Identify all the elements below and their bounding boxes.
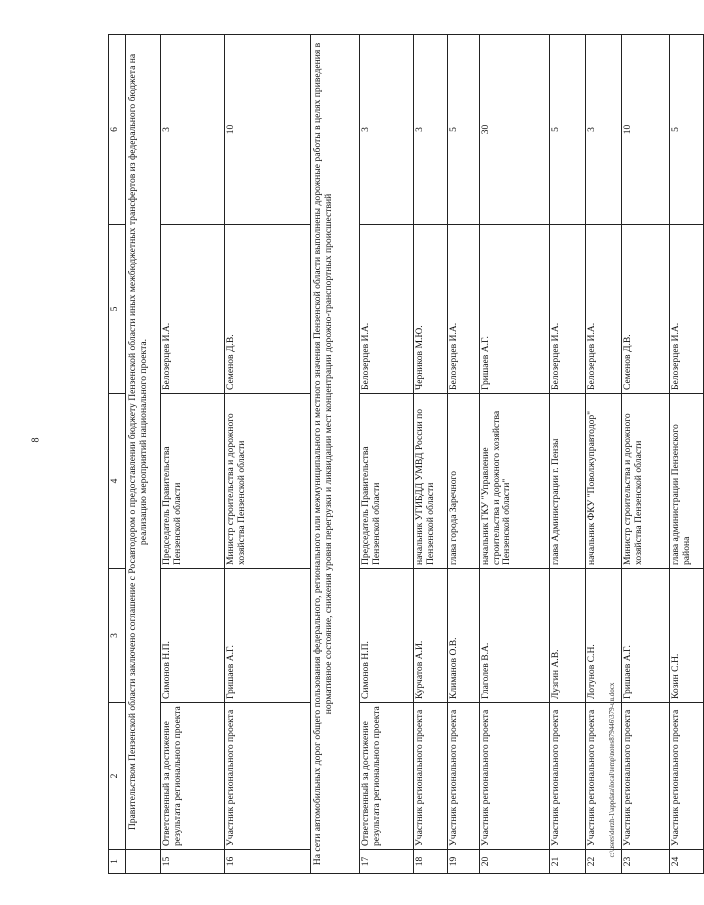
value-cell: 5 — [550, 35, 586, 225]
value-cell: 5 — [448, 35, 480, 225]
row-number: 24 — [670, 850, 704, 874]
value-cell: 3 — [414, 35, 448, 225]
position-cell: Министр строительства и дорожного хозяйства Пензенской области — [225, 394, 311, 569]
section-row — [126, 35, 161, 874]
file-path-footer: c:\users\derzh-1\appdata\local\temp\notes879446\379-uu.docx — [608, 682, 616, 858]
header-cell: 4 — [109, 394, 126, 569]
section-empty-cell — [126, 850, 161, 874]
name-cell: Козин С.Н. — [670, 569, 704, 703]
position-cell: Председатель Правительства Пензенской области — [161, 394, 225, 569]
value-cell: 5 — [670, 35, 704, 225]
role-cell: Участник регионального проекта — [622, 703, 670, 850]
name-cell: Лузгин А.В. — [550, 569, 586, 703]
value-cell: 10 — [622, 35, 670, 225]
table-row — [360, 35, 414, 874]
header-cell: 3 — [109, 569, 126, 703]
supervisor-cell: Белозерцев И.А. — [670, 225, 704, 394]
table-row — [670, 35, 704, 874]
supervisor-cell: Семенов Д.В. — [622, 225, 670, 394]
table-row — [622, 35, 670, 874]
role-cell: Участник регионального проекта — [670, 703, 704, 850]
value-cell: 3 — [586, 35, 622, 225]
name-cell: Гришаев А.Г. — [225, 569, 311, 703]
role-cell: Участник регионального проекта — [550, 703, 586, 850]
header-cell: 2 — [109, 703, 126, 850]
name-cell: Курчатов А.И. — [414, 569, 448, 703]
section-title: Правительством Пензенской области заключено соглашение с Росавтодором о предоставлении бюджету Пензенской области иных межбюджетных трансфертов из федерального бюджета на реализацию мероприятий национального проекта. — [126, 35, 161, 850]
table-row — [586, 35, 622, 874]
table-row — [414, 35, 448, 874]
name-cell: Симонов Н.П. — [161, 569, 225, 703]
row-number: 20 — [480, 850, 550, 874]
role-cell: Участник регионального проекта — [480, 703, 550, 850]
value-cell: 3 — [161, 35, 225, 225]
role-cell: Ответственный за достижение результата регионального проекта — [360, 703, 414, 850]
table-row — [480, 35, 550, 874]
supervisor-cell: Белозерцев И.А. — [161, 225, 225, 394]
position-cell: Председатель Правительства Пензенской области — [360, 394, 414, 569]
position-cell: начальник УГИБДД УМВД России по Пензенской области — [414, 394, 448, 569]
section-title: На сети автомобильных дорог общего пользования федерального, регионального или межмуниципального и местного значения Пензенской области выполнены дорожные работы в целях приведения в нормативное состояние, снижения уровня перегрузки и ликвидации мест концентрации дорожно-транспортных происшествий — [311, 35, 360, 874]
row-number: 18 — [414, 850, 448, 874]
row-number: 17 — [360, 850, 414, 874]
supervisor-cell: Белозерцев И.А. — [360, 225, 414, 394]
name-cell: Климанов О.В. — [448, 569, 480, 703]
header-row — [109, 35, 126, 874]
role-cell: Ответственный за достижение результата регионального проекта — [161, 703, 225, 850]
value-cell: 30 — [480, 35, 550, 225]
header-cell: 6 — [109, 35, 126, 225]
table-row — [161, 35, 225, 874]
value-cell: 10 — [225, 35, 311, 225]
name-cell: Симонов Н.П. — [360, 569, 414, 703]
position-cell: начальник ГКУ "Управление строительства и дорожного хозяйства Пензенской области" — [480, 394, 550, 569]
role-cell: Участник регионального проекта — [586, 703, 622, 850]
row-number: 15 — [161, 850, 225, 874]
page-number: 8 — [30, 437, 42, 443]
section-row — [311, 35, 360, 874]
header-cell: 1 — [109, 850, 126, 874]
role-cell: Участник регионального проекта — [448, 703, 480, 850]
position-cell: глава Администрации г. Пензы — [550, 394, 586, 569]
value-cell: 3 — [360, 35, 414, 225]
row-number: 22 — [586, 850, 622, 874]
name-cell: Гришаев А.Г. — [622, 569, 670, 703]
supervisor-cell: Белозерцев И.А. — [448, 225, 480, 394]
table-row — [448, 35, 480, 874]
position-cell: глава города Заречного — [448, 394, 480, 569]
supervisor-cell: Гришаев А.Г. — [480, 225, 550, 394]
row-number: 21 — [550, 850, 586, 874]
supervisor-cell: Семенов Д.В. — [225, 225, 311, 394]
header-cell: 5 — [109, 225, 126, 394]
position-cell: Министр строительства и дорожного хозяйства Пензенской области — [622, 394, 670, 569]
row-number: 23 — [622, 850, 670, 874]
row-number: 19 — [448, 850, 480, 874]
role-cell: Участник регионального проекта — [414, 703, 448, 850]
row-number: 16 — [225, 850, 311, 874]
table-row — [225, 35, 311, 874]
name-cell: Лотунов С.Н. — [586, 569, 622, 703]
role-cell: Участник регионального проекта — [225, 703, 311, 850]
name-cell: Глаголев В.А. — [480, 569, 550, 703]
position-cell: начальник ФКУ "Поволжуправтодор" — [586, 394, 622, 569]
position-cell: глава администрации Пензенского района — [670, 394, 704, 569]
supervisor-cell: Черников М.Ю. — [414, 225, 448, 394]
supervisor-cell: Белозерцев И.А. — [550, 225, 586, 394]
supervisor-cell: Белозерцев И.А. — [586, 225, 622, 394]
table-row — [550, 35, 586, 874]
